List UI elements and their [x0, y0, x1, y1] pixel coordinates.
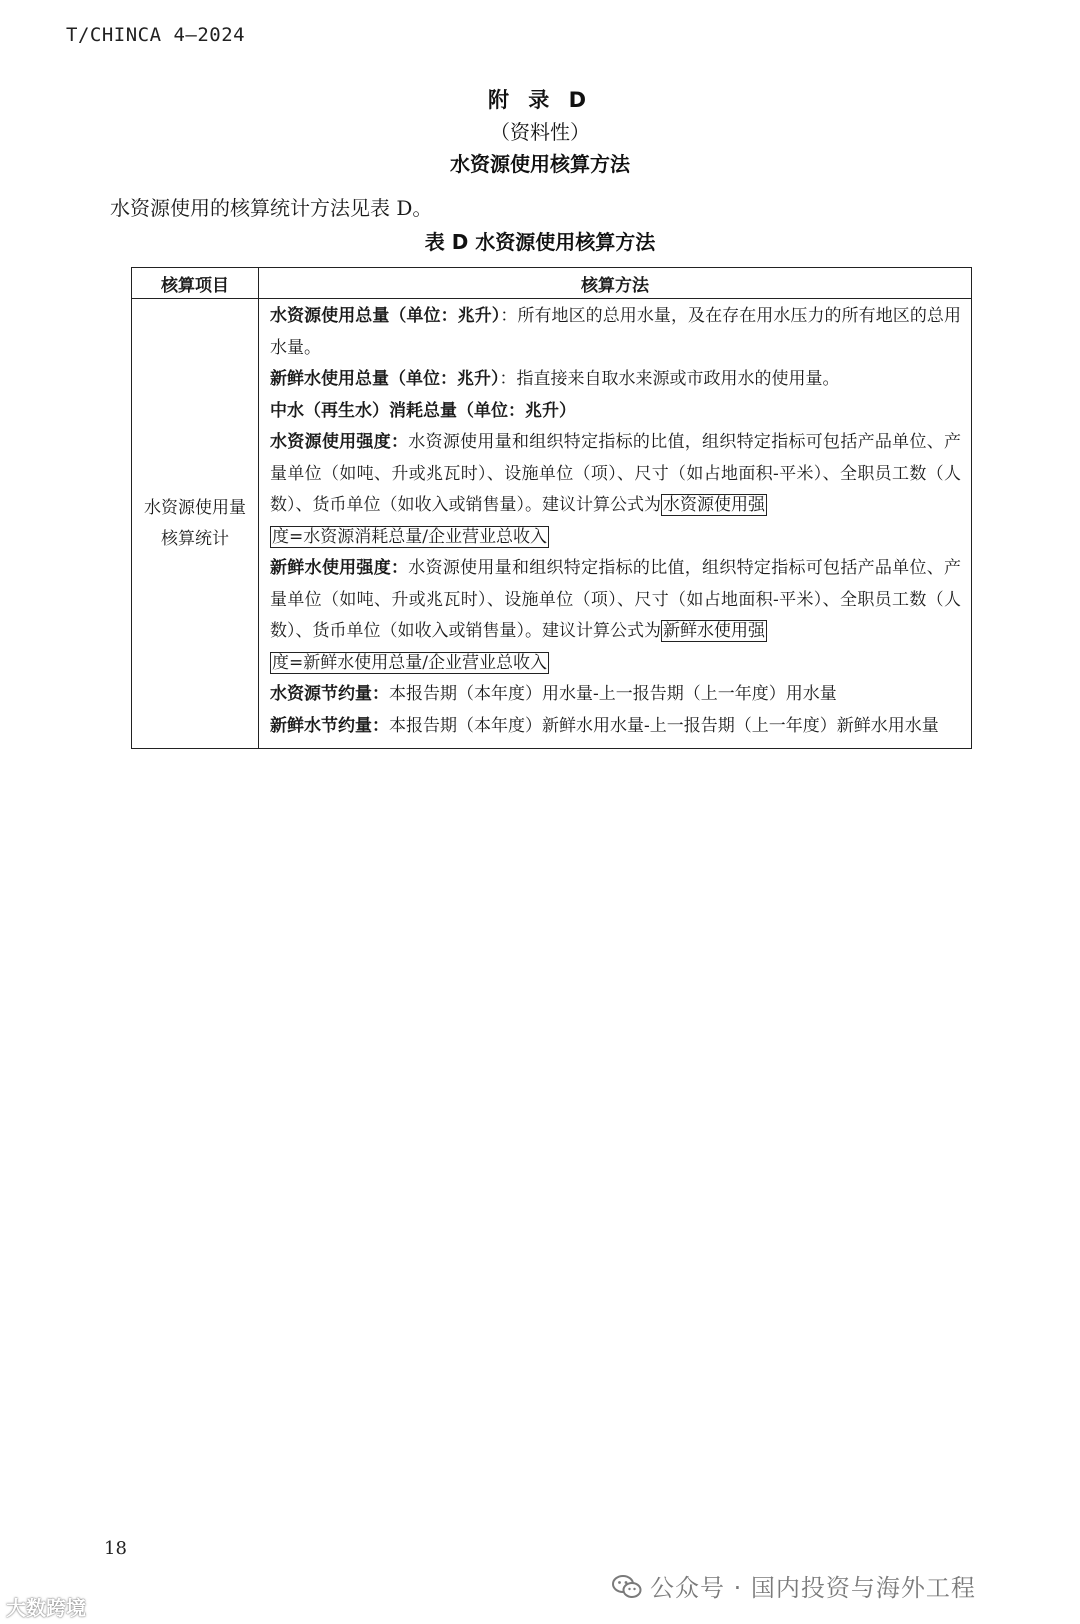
- standard-code: T/CHINCA 4—2024: [66, 24, 246, 46]
- appendix-label: 附 录 D: [487, 88, 593, 112]
- appendix-nature: （资料性）: [490, 120, 590, 144]
- entry-term: 新鲜水使用总量（单位：兆升）: [270, 369, 500, 389]
- entry-term: 水资源节约量：: [270, 684, 389, 704]
- entry-fresh-savings: [270, 711, 961, 743]
- entry-term: 水资源使用强度：: [270, 432, 409, 452]
- entry-text: 水资源使用量和组织特定指标的比值，组织特定指标可包括产品单位、产量单位（如吨、升或兆瓦时）、设施单位（项）、尺寸（如占地面积-平米）、全职员工数（人数）、货币单位（如收入或销售量）。建议计算公式为: [270, 432, 962, 515]
- header-method: 核算方法: [259, 268, 972, 299]
- formula-box: 度=水资源消耗总量/企业营业总收入: [272, 526, 547, 547]
- entry-fresh-total: [270, 364, 961, 396]
- entry-text: 水资源使用量和组织特定指标的比值，组织特定指标可包括产品单位、产量单位（如吨、升或兆瓦时）、设施单位（项）、尺寸（如占地面积-平米）、全职员工数（人数）、货币单位（如收入或销售量）。建议计算公式为: [270, 558, 962, 641]
- formula-box: 度=新鲜水使用总量/企业营业总收入: [272, 652, 547, 673]
- page-number: 18: [104, 1538, 127, 1559]
- formula-box: 水资源使用强: [663, 495, 765, 515]
- entry-fresh-intensity: [270, 553, 961, 679]
- entry-term: 新鲜水使用强度：: [270, 558, 409, 578]
- entry-separator: ：: [499, 369, 517, 389]
- item-label: 水资源使用量核算统计: [132, 299, 259, 749]
- entry-text: 所有地区的总用水量，及在存在用水压力的所有地区的总用水量。: [270, 306, 961, 358]
- table-row: [132, 299, 972, 749]
- method-cell: [259, 299, 972, 749]
- table-caption: 表 D 水资源使用核算方法: [424, 230, 656, 254]
- entry-term: 新鲜水节约量：: [270, 715, 389, 736]
- entry-total-use: [270, 301, 961, 364]
- table-header-row: [132, 268, 972, 299]
- entry-text: 指直接来自取水来源或市政用水的使用量。: [516, 369, 840, 389]
- header-item: 核算项目: [132, 268, 259, 299]
- entry-intensity: [270, 427, 961, 553]
- wechat-watermark: [612, 1568, 976, 1606]
- wechat-icon: [612, 1574, 642, 1606]
- appendix-title: 水资源使用核算方法: [450, 152, 630, 176]
- entry-savings: [270, 679, 961, 711]
- intro-text: 水资源使用的核算统计方法见表 D。: [110, 196, 433, 220]
- entry-reclaimed: [270, 396, 961, 428]
- method-table: [131, 267, 972, 749]
- corner-logo: 大数跨境: [6, 1596, 86, 1620]
- watermark-text: 公众号 · 国内投资与海外工程: [650, 1574, 976, 1602]
- entry-text: 本报告期（本年度）用水量-上一报告期（上一年度）用水量: [389, 684, 837, 704]
- entry-term: 中水（再生水）消耗总量（单位：兆升）: [270, 400, 576, 421]
- entry-term: 水资源使用总量（单位：兆升）: [270, 306, 501, 326]
- entry-text: 本报告期（本年度）新鲜水用水量-上一报告期（上一年度）新鲜水用水量: [389, 715, 939, 736]
- entry-separator: ：: [500, 306, 518, 326]
- formula-box: 新鲜水使用强: [663, 621, 765, 641]
